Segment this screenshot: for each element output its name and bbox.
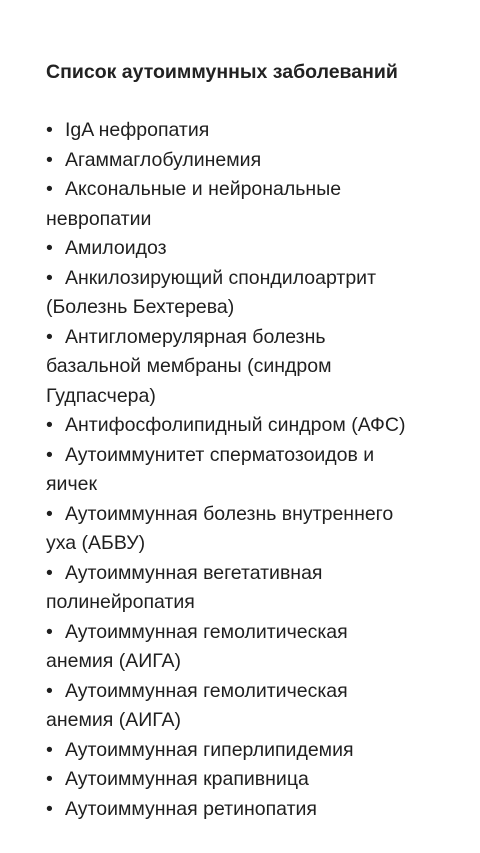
list-item [46, 146, 466, 176]
bullet-icon: • [46, 561, 53, 584]
list-item-continuation [46, 293, 466, 323]
list-item-continuation [46, 588, 466, 618]
bullet-icon: • [46, 502, 53, 525]
list-item-text: анемия (АИГА) [46, 650, 182, 672]
list-item-continuation [46, 352, 466, 382]
bullet-icon: • [46, 679, 53, 702]
list-item [46, 323, 466, 353]
list-item [46, 500, 466, 530]
list-item-text: полинейропатия [46, 591, 195, 613]
list-item [46, 175, 466, 205]
list-item [46, 441, 466, 471]
list-item-text: Антифосфолипидный синдром (АФС) [65, 414, 406, 436]
bullet-icon: • [46, 768, 53, 790]
list-item-continuation [46, 529, 466, 559]
bottom-fade-overlay [0, 822, 480, 853]
list-item-text: Аутоиммунная гиперлипидемия [65, 738, 354, 761]
list-item-text: Амилоидоз [65, 237, 167, 259]
list-item-text: Гудпасчера) [46, 384, 156, 407]
list-item-text: Аутоиммунная болезнь внутреннего [65, 502, 394, 525]
list-item [46, 795, 466, 825]
list-item-text: Аутоиммунитет сперматозоидов и [65, 443, 375, 466]
list-item-text: анемия (АИГА) [46, 709, 182, 731]
bullet-icon: • [46, 119, 53, 141]
list-item [46, 559, 466, 589]
list-item-text: Аксональные и нейрональные [65, 178, 342, 200]
list-item-text: Антигломерулярная болезнь [65, 325, 326, 348]
bullet-icon: • [46, 237, 53, 259]
list-item-text: базальной мембраны (синдром [46, 355, 332, 377]
list-item-continuation [46, 647, 466, 677]
list-item [46, 618, 466, 648]
document-title: Список аутоиммунных заболеваний [46, 61, 398, 83]
bullet-icon: • [46, 266, 53, 289]
list-item-text: (Болезнь Бехтерева) [46, 296, 235, 318]
list-item-text: Аутоиммунная гемолитическая [65, 620, 348, 643]
bullet-icon: • [46, 797, 53, 820]
list-item-text: невропатии [46, 207, 152, 230]
list-item-text: Аутоиммунная вегетативная [65, 561, 323, 584]
bullet-icon: • [46, 178, 53, 200]
list-item-text: IgA нефропатия [65, 119, 210, 141]
bullet-icon: • [46, 443, 53, 466]
list-item [46, 411, 466, 441]
list-item-text: Агаммаглобулинемия [65, 148, 262, 171]
bullet-icon: • [46, 620, 53, 643]
list-item-continuation [46, 382, 466, 412]
list-item [46, 116, 466, 146]
list-item-text: яичек [46, 473, 97, 495]
list-item [46, 264, 466, 294]
bullet-icon: • [46, 738, 53, 761]
list-item-continuation [46, 706, 466, 736]
list-item [46, 736, 466, 766]
list-item-continuation [46, 205, 466, 235]
list-item-text: Аутоиммунная крапивница [65, 768, 309, 790]
bullet-icon: • [46, 148, 53, 171]
list-item-continuation [46, 470, 466, 500]
list-item-text: уха (АБВУ) [46, 532, 146, 554]
list-item-text: Анкилозирующий спондилоартрит [65, 266, 377, 289]
list-item-text: Аутоиммунная ретинопатия [65, 797, 317, 820]
list-item-text: Аутоиммунная гемолитическая [65, 679, 348, 702]
list-item [46, 677, 466, 707]
list-item [46, 234, 466, 264]
list-item [46, 765, 466, 795]
bullet-icon: • [46, 414, 53, 436]
bullet-icon: • [46, 325, 53, 348]
disease-list [46, 116, 466, 824]
